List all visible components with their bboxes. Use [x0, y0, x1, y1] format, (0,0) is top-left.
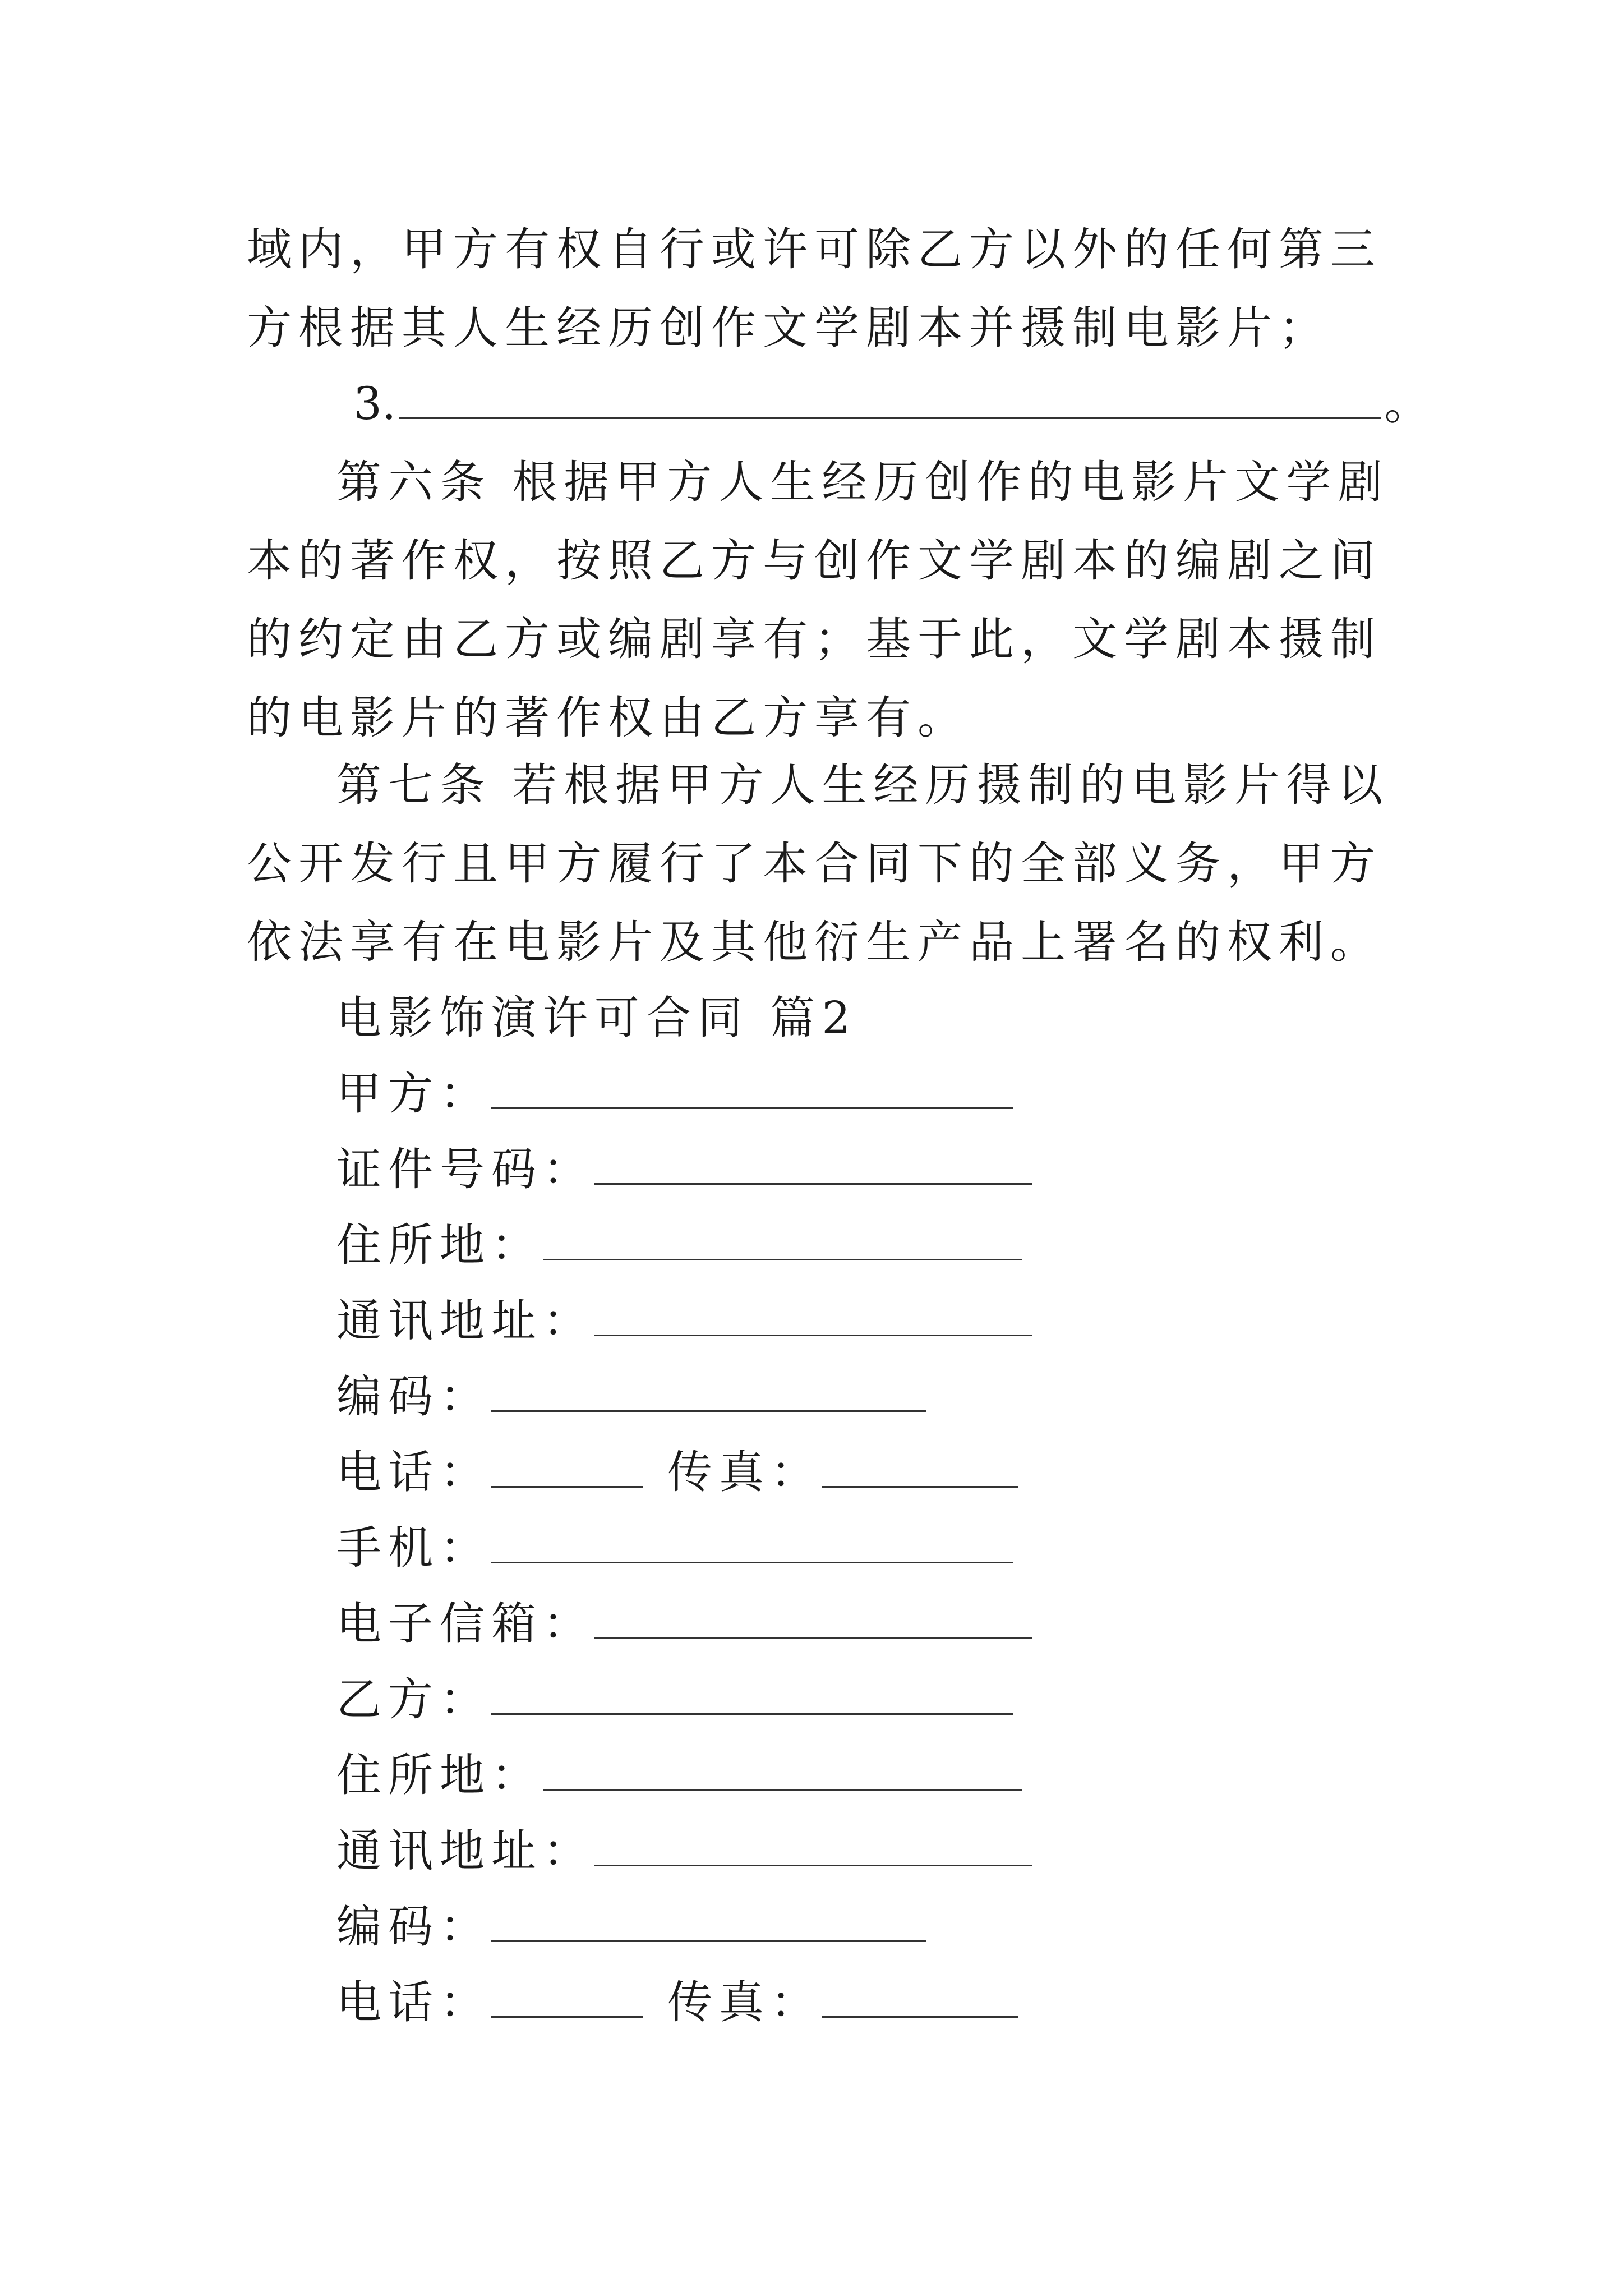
party-b-residence-field [336, 1736, 1022, 1815]
field-label: 乙方： [336, 1673, 491, 1726]
blank-line [491, 1975, 643, 2018]
blank-line [594, 1293, 1032, 1336]
party-a-address-field [336, 1282, 1032, 1360]
field-label: 住所地： [336, 1219, 543, 1271]
contract-heading: 电影饰演许可合同 篇2 [336, 992, 857, 1044]
field-label: 电话： [336, 1446, 491, 1498]
party-a-name-field [336, 1055, 1013, 1133]
blank-line [594, 1142, 1032, 1185]
party-a-postcode-field [336, 1358, 926, 1436]
party-b-postcode-field [336, 1888, 926, 1966]
clause-item-3 [353, 365, 1429, 443]
blank-line [543, 1217, 1022, 1260]
field-label: 通讯地址： [336, 1295, 594, 1347]
field-label: 证件号码： [336, 1143, 594, 1195]
party-a-phone-fax-field [336, 1433, 1018, 1512]
party-a-id-field [336, 1130, 1032, 1209]
blank-line [491, 1899, 926, 1942]
field-label: 通讯地址： [336, 1825, 594, 1877]
party-a-email-field [336, 1585, 1032, 1663]
field-label: 住所地： [336, 1749, 543, 1801]
blank-line [491, 1520, 1013, 1563]
field-label: 手机： [336, 1522, 491, 1574]
item-end-mark: 。 [1384, 378, 1430, 430]
blank-line [491, 1672, 1013, 1715]
blank-line [822, 1975, 1018, 2018]
paragraph-clause-continuation: 域内，甲方有权自行或许可除乙方以外的任何第三方根据其人生经历创作文学剧本并摄制电影片； [247, 223, 1382, 354]
party-b-name-field [336, 1660, 1013, 1739]
party-a-mobile-field [336, 1509, 1013, 1588]
blank-line [491, 1444, 643, 1488]
field-label: 电话： [336, 1976, 491, 2028]
blank-line [594, 1823, 1032, 1866]
blank-line [594, 1596, 1032, 1639]
item-number: 3. [353, 378, 396, 430]
party-b-phone-fax-field [336, 1963, 1018, 2042]
blank-line [543, 1747, 1022, 1791]
party-b-address-field [336, 1812, 1032, 1890]
blank-line [399, 377, 1381, 419]
field-label: 甲方： [336, 1068, 491, 1120]
blank-line [491, 1066, 1013, 1109]
blank-line [491, 1369, 926, 1412]
field-label: 传真： [667, 1976, 822, 2028]
party-a-residence-field [336, 1206, 1022, 1285]
article-7: 第七条 若根据甲方人生经历摄制的电影片得以公开发行且甲方履行了本合同下的全部义务，甲方依法享有在电影片及其他衍生产品上署名的权利。 [247, 759, 1390, 968]
field-label: 电子信箱： [336, 1598, 594, 1650]
field-label: 编码： [336, 1901, 491, 1953]
blank-line [822, 1444, 1018, 1488]
article-6: 第六条 根据甲方人生经历创作的电影片文学剧本的著作权，按照乙方与创作文学剧本的编剧之间的约定由乙方或编剧享有；基于此，文学剧本摄制的电影片的著作权由乙方享有。 [247, 456, 1390, 744]
field-label: 传真： [667, 1446, 822, 1498]
field-label: 编码： [336, 1370, 491, 1423]
